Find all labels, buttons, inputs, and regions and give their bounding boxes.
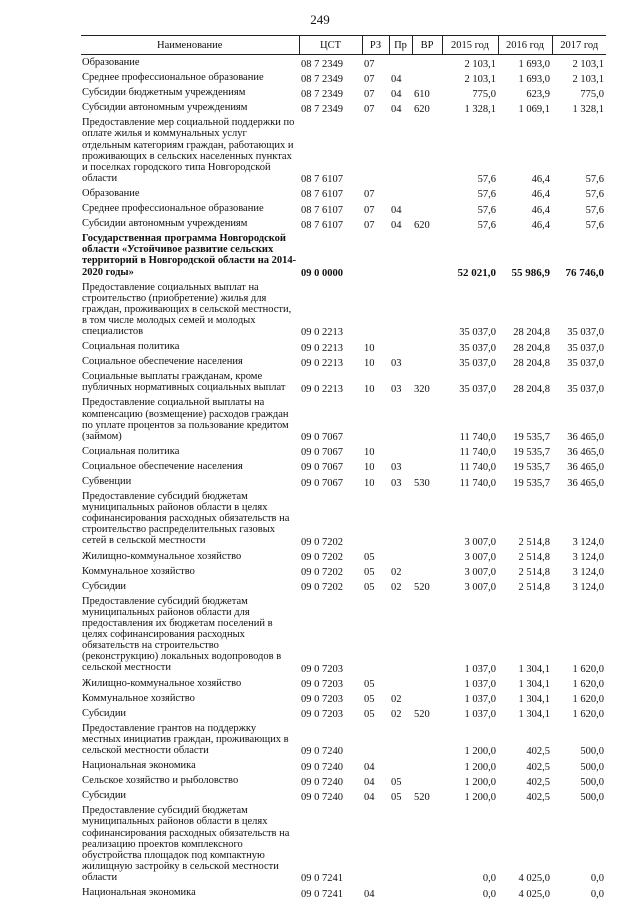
row-value-2017: 76 746,0 [565,267,604,279]
row-name: Социальное обеспечение населения [82,356,243,368]
row-name: Субсидии [82,707,127,719]
row-vr [412,231,442,279]
row-vr [412,444,442,459]
row-rz: 07 [364,189,375,201]
row-vr [412,564,442,579]
row-rz [362,231,389,279]
row-value-2016: 2 514,8 [518,552,550,564]
row-value-2015: 1 037,0 [464,663,496,675]
row-value-2016: 2 514,8 [518,582,550,594]
row-vr [412,803,442,885]
row-value-2015: 3 007,0 [464,582,496,594]
row-pr [389,395,412,443]
row-value-2016: 28 204,8 [513,327,550,339]
row-value-2017: 36 465,0 [567,462,604,474]
row-value-2017: 500,0 [580,791,604,803]
row-pr [389,489,412,548]
row-value-2016: 28 204,8 [513,357,550,369]
row-value-2016: 4 025,0 [518,873,550,885]
row-value-2017: 1 620,0 [572,663,604,675]
row-cst: 09 0 7241 [301,873,343,885]
row-name: Социальное обеспечение населения [82,460,243,472]
row-value-2017: 3 124,0 [572,567,604,579]
table-row [81,721,606,758]
row-pr [389,594,412,676]
row-value-2016: 1 304,1 [518,679,550,690]
row-value-2015: 1 200,0 [464,761,496,773]
row-cst: 09 0 2213 [301,383,343,395]
row-cst: 08 7 2349 [301,88,343,100]
table-row [81,773,606,788]
row-value-2016: 1 304,1 [518,694,550,706]
row-vr [412,395,442,443]
row-value-2015: 1 037,0 [464,709,496,721]
row-value-2017: 57,6 [585,204,604,216]
row-rz: 10 [364,447,375,459]
row-vr [412,354,442,369]
row-cst: 09 0 0000 [301,268,343,279]
row-name: Национальная экономика [82,887,196,898]
row-cst: 09 0 2213 [301,342,343,354]
row-pr: 04 [391,204,402,216]
row-value-2015: 35 037,0 [459,327,496,339]
row-name: Образование [82,57,140,68]
row-vr: 520 [414,582,430,594]
row-value-2016: 4 025,0 [518,888,550,900]
row-value-2017: 36 465,0 [567,447,604,459]
row-pr: 02 [391,694,402,706]
row-cst: 09 0 7240 [301,746,343,758]
row-value-2015: 2 103,1 [464,73,496,85]
row-value-2015: 3 007,0 [464,552,496,564]
row-name: Социальные выплаты гражданам, кроме публичных нормативных социальных выплат [82,371,286,394]
row-cst: 08 7 6107 [301,204,343,216]
row-value-2016: 623,9 [526,88,550,100]
table-row [81,216,606,231]
row-cst: 09 0 7067 [301,432,343,444]
row-value-2016: 19 535,7 [513,462,550,474]
table-row [81,691,606,706]
row-name: Предоставление субсидий бюджетам муниципальных районов области в целях софинансирования расходных обязательств на строительство распределительных газовых сетей в сельской местности [82,491,290,547]
row-value-2015: 3 007,0 [464,536,496,548]
row-value-2017: 35 037,0 [567,383,604,395]
row-value-2016: 19 535,7 [513,477,550,489]
row-rz [362,280,389,339]
row-name: Субсидии автономным учреждениям [82,102,248,114]
row-pr [389,339,412,354]
row-rz: 07 [364,204,375,216]
row-value-2015: 3 007,0 [464,567,496,579]
row-rz: 07 [364,88,375,100]
row-rz [362,594,389,676]
row-value-2017: 57,6 [585,219,604,231]
row-vr: 610 [414,88,430,100]
row-value-2017: 500,0 [580,776,604,788]
row-cst: 09 0 2213 [301,357,343,369]
row-rz [362,115,389,186]
table-row [81,231,606,279]
row-value-2017: 1 620,0 [572,679,604,690]
table-row [81,55,606,71]
row-rz: 04 [364,761,375,773]
row-value-2017: 1 620,0 [572,709,604,721]
row-value-2016: 1 693,0 [518,73,550,85]
row-value-2016: 19 535,7 [513,447,550,459]
row-value-2016: 46,4 [531,174,550,186]
row-value-2017: 57,6 [585,189,604,201]
row-name: Субвенции [82,476,132,487]
row-value-2017: 500,0 [580,746,604,758]
row-name: Социальная политика [82,341,180,353]
row-cst: 08 7 6107 [301,174,343,186]
row-cst: 09 0 7203 [301,694,343,706]
col-header-2016: 2016 год [498,36,552,55]
row-pr: 03 [391,477,402,489]
row-vr [412,721,442,758]
row-value-2016: 1 304,1 [518,663,550,675]
table-row [81,201,606,216]
row-value-2016: 19 535,7 [513,432,550,444]
row-name: Предоставление субсидий бюджетам муниципальных районов области для предоставления их бюджетам поселений в целях софинансирования расходных обязательств на строительство (реконструкцию) локальных водопроводов в сельской местности [82,595,282,674]
row-value-2017: 36 465,0 [567,477,604,489]
row-vr: 620 [414,103,430,115]
row-rz: 05 [364,679,375,690]
table-row [81,85,606,100]
row-name: Жилищно-коммунальное хозяйство [82,677,242,689]
row-value-2015: 1 328,1 [464,103,496,115]
row-rz: 07 [364,58,375,70]
table-row [81,788,606,803]
row-vr [412,459,442,474]
row-value-2016: 402,5 [526,761,550,773]
row-rz [362,803,389,885]
row-value-2015: 1 200,0 [464,746,496,758]
row-rz [362,489,389,548]
row-rz: 07 [364,219,375,231]
row-name: Предоставление грантов на поддержку местных инициатив граждан, проживающих в сельской местности области [82,722,289,756]
table-row [81,564,606,579]
row-cst: 08 7 2349 [301,103,343,115]
row-name: Субсидии автономным учреждениям [82,218,248,230]
col-header-2015: 2015 год [442,36,498,55]
row-name: Предоставление мер социальной поддержки по оплате жилья и коммунальных услуг отдельным категориям граждан, работающих и проживающих в сельских населенных пунктах и поселках городского типа Новгородской области [82,117,295,184]
table-row [81,594,606,676]
row-value-2015: 11 740,0 [459,432,496,444]
table-row [81,803,606,885]
row-cst: 09 0 7203 [301,709,343,721]
row-rz: 07 [364,73,375,85]
row-pr [389,115,412,186]
row-rz: 05 [364,552,375,564]
row-value-2017: 0,0 [590,888,604,900]
row-pr [389,758,412,773]
row-value-2015: 35 037,0 [459,383,496,395]
row-rz: 04 [364,888,375,900]
row-value-2016: 28 204,8 [513,383,550,395]
row-cst: 09 0 7240 [301,776,343,788]
row-pr: 04 [391,219,402,231]
row-rz: 07 [364,103,375,115]
table-row [81,579,606,594]
row-name: Среднее профессиональное образование [82,72,264,84]
row-value-2015: 1 200,0 [464,776,496,788]
row-value-2017: 35 037,0 [567,357,604,369]
row-cst: 09 0 7202 [301,567,343,579]
table-header-row [81,36,606,55]
row-cst: 09 0 7240 [301,791,343,803]
table-row [81,354,606,369]
row-name: Субсидии [82,790,127,802]
row-cst: 09 0 2213 [301,327,343,339]
table-row [81,280,606,339]
row-value-2016: 2 514,8 [518,536,550,548]
row-name: Предоставление субсидий бюджетам муниципальных районов области в целях софинансирования расходных обязательств на реализацию проектов комплексного обустройства площадок под компактную жилищную застройку в сельской местности области [82,805,290,883]
row-cst: 09 0 7202 [301,582,343,594]
row-vr: 320 [414,383,430,395]
col-header-cst: ЦСТ [299,36,362,55]
row-vr [412,339,442,354]
row-pr: 05 [391,776,402,788]
col-header-vr: ВР [412,36,442,55]
row-name: Государственная программа Новгородской области «Устойчивое развитие сельских территорий в Новгородской области на 2014-2020 годы» [82,233,297,278]
row-name: Жилищно-коммунальное хозяйство [82,550,242,562]
row-rz: 10 [364,477,375,489]
row-vr [412,594,442,676]
row-vr [412,489,442,548]
row-pr [389,676,412,691]
row-pr: 02 [391,582,402,594]
row-name: Субсидии бюджетным учреждениям [82,87,246,99]
row-value-2017: 57,6 [585,174,604,186]
row-pr [389,444,412,459]
row-rz: 05 [364,567,375,579]
row-cst: 09 0 7202 [301,536,343,548]
row-cst: 08 7 6107 [301,219,343,231]
row-pr [389,186,412,201]
row-value-2016: 46,4 [531,219,550,231]
table-row [81,489,606,548]
table-row [81,100,606,115]
row-vr [412,885,442,900]
row-pr: 03 [391,462,402,474]
row-name: Сельское хозяйство и рыболовство [82,775,239,787]
row-cst: 09 0 7067 [301,477,343,489]
row-pr [389,55,412,71]
row-value-2017: 775,0 [580,88,604,100]
row-value-2015: 52 021,0 [457,267,496,279]
row-vr: 530 [414,477,430,489]
row-value-2016: 46,4 [531,189,550,201]
row-name: Коммунальное хозяйство [82,692,195,704]
table-body [81,55,606,901]
row-rz: 05 [364,694,375,706]
row-rz: 04 [364,791,375,803]
row-vr: 520 [414,709,430,721]
row-value-2015: 35 037,0 [459,357,496,369]
row-vr [412,676,442,691]
col-header-2017: 2017 год [552,36,606,55]
row-value-2017: 1 620,0 [572,694,604,706]
row-value-2015: 1 037,0 [464,679,496,690]
row-rz: 04 [364,776,375,788]
col-header-rz: РЗ [362,36,389,55]
row-rz: 10 [364,357,375,369]
row-value-2017: 0,0 [590,873,604,885]
row-value-2016: 402,5 [526,776,550,788]
table-row [81,115,606,186]
row-vr [412,115,442,186]
row-value-2015: 11 740,0 [459,462,496,474]
table-row [81,706,606,721]
row-pr [389,885,412,900]
row-value-2016: 402,5 [526,746,550,758]
row-value-2015: 0,0 [482,888,496,900]
table-row [81,339,606,354]
table-row [81,758,606,773]
row-pr: 04 [391,88,402,100]
row-vr: 520 [414,791,430,803]
row-value-2016: 55 986,9 [511,267,550,279]
row-vr [412,549,442,564]
row-pr [389,721,412,758]
row-value-2015: 57,6 [477,174,496,186]
row-pr: 03 [391,383,402,395]
budget-table [81,35,606,900]
row-rz: 05 [364,582,375,594]
row-vr [412,758,442,773]
row-value-2017: 2 103,1 [572,73,604,85]
row-value-2017: 3 124,0 [572,582,604,594]
row-value-2016: 2 514,8 [518,567,550,579]
row-value-2015: 0,0 [482,873,496,885]
row-pr: 04 [391,103,402,115]
row-name: Социальная политика [82,445,180,457]
row-value-2015: 1 037,0 [464,694,496,706]
row-value-2015: 35 037,0 [459,342,496,354]
row-rz [362,395,389,443]
row-cst: 09 0 7067 [301,462,343,474]
row-pr [389,803,412,885]
row-cst: 09 0 7241 [301,888,343,900]
table-row [81,474,606,489]
row-vr [412,773,442,788]
row-rz: 05 [364,709,375,721]
row-vr [412,691,442,706]
row-name: Образование [82,187,140,199]
row-value-2016: 1 693,0 [518,58,550,70]
row-value-2016: 402,5 [526,791,550,803]
row-rz: 10 [364,383,375,395]
col-header-pr: Пр [389,36,412,55]
row-vr [412,280,442,339]
row-value-2016: 1 069,1 [518,103,550,115]
row-value-2015: 57,6 [477,219,496,231]
row-value-2015: 57,6 [477,204,496,216]
row-vr [412,55,442,71]
row-vr [412,201,442,216]
row-pr: 05 [391,791,402,803]
row-name: Предоставление социальных выплат на строительство (приобретение) жилья для граждан, проживающих в сельской местности, в том числе молодых семей и молодых специалистов [82,281,292,337]
row-value-2015: 11 740,0 [459,477,496,489]
row-vr [412,70,442,85]
row-pr [389,231,412,279]
page-number: 249 [310,12,330,27]
row-pr: 03 [391,357,402,369]
row-pr: 04 [391,73,402,85]
table-row [81,459,606,474]
row-cst: 09 0 7202 [301,552,343,564]
row-cst: 08 7 2349 [301,58,343,70]
row-value-2017: 2 103,1 [572,58,604,70]
row-value-2015: 2 103,1 [464,58,496,70]
col-header-name: Наименование [81,36,299,55]
row-value-2017: 3 124,0 [572,536,604,548]
table-row [81,676,606,691]
row-value-2017: 35 037,0 [567,327,604,339]
row-cst: 09 0 7240 [301,761,343,773]
row-rz [362,721,389,758]
row-vr: 620 [414,219,430,231]
row-cst: 09 0 7203 [301,679,343,690]
row-vr [412,186,442,201]
row-pr [389,280,412,339]
row-rz: 10 [364,462,375,474]
table-row [81,549,606,564]
row-value-2017: 3 124,0 [572,552,604,564]
table-row [81,70,606,85]
row-value-2016: 46,4 [531,204,550,216]
row-cst: 08 7 2349 [301,73,343,85]
row-pr: 02 [391,567,402,579]
row-name: Коммунальное хозяйство [82,565,195,577]
table-row [81,369,606,395]
row-pr: 02 [391,709,402,721]
row-value-2017: 500,0 [580,761,604,773]
row-value-2015: 1 200,0 [464,791,496,803]
row-value-2015: 11 740,0 [459,447,496,459]
row-name: Предоставление социальной выплаты на компенсацию (возмещение) расходов граждан по уплате процентов за пользование кредитом (займом) [82,397,289,442]
row-rz: 10 [364,342,375,354]
row-name: Национальная экономика [82,760,196,772]
table-row [81,444,606,459]
row-pr [389,549,412,564]
row-name: Среднее профессиональное образование [82,203,264,215]
table-row [81,186,606,201]
row-value-2016: 28 204,8 [513,342,550,354]
table-row [81,395,606,443]
row-cst: 09 0 7203 [301,663,343,675]
row-value-2015: 775,0 [472,88,496,100]
row-value-2017: 1 328,1 [572,103,604,115]
row-cst: 08 7 6107 [301,189,343,201]
table-row [81,885,606,900]
row-value-2017: 36 465,0 [567,432,604,444]
row-value-2016: 1 304,1 [518,709,550,721]
row-cst: 09 0 7067 [301,447,343,459]
row-value-2017: 35 037,0 [567,342,604,354]
row-value-2015: 57,6 [477,189,496,201]
row-name: Субсидии [82,580,127,592]
